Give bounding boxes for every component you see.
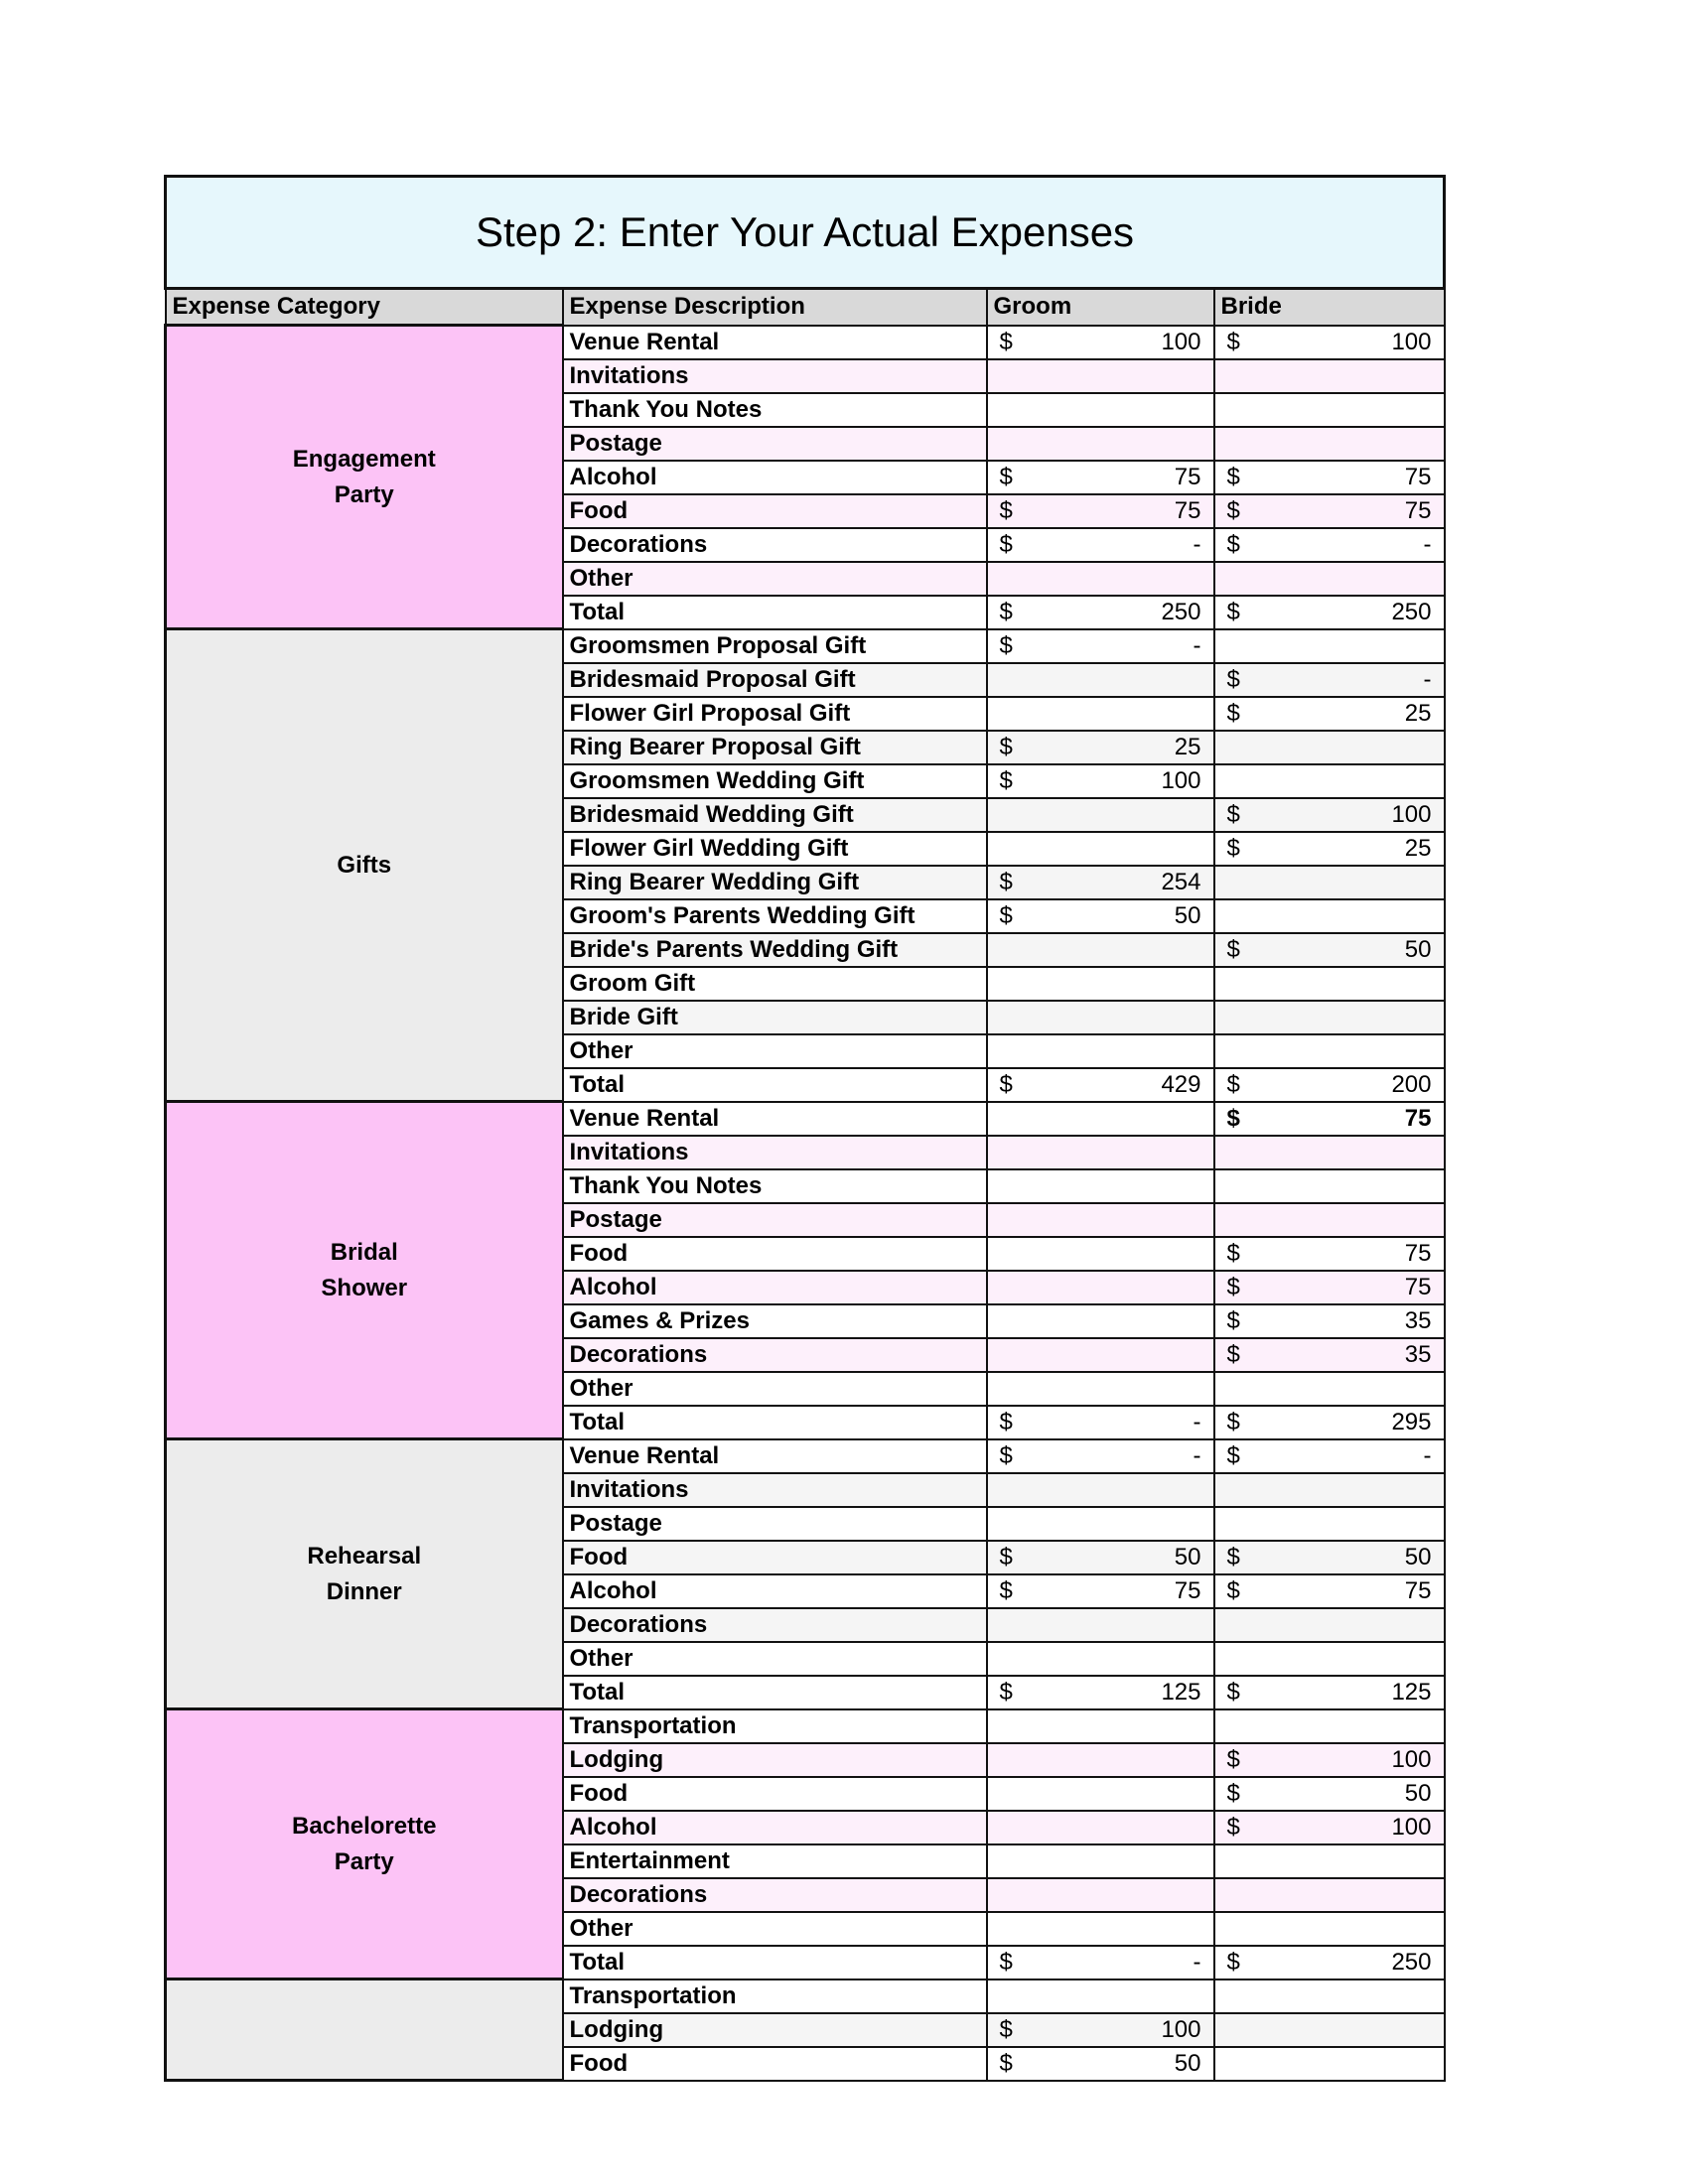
groom-amount: 75 [1174,496,1201,524]
dollar-sign: $ [1226,1543,1240,1570]
dollar-sign: $ [1226,1306,1240,1334]
bride-amount-cell[interactable] [1214,1169,1445,1203]
bride-amount-cell[interactable] [1214,1743,1445,1777]
groom-amount: - [1193,1948,1201,1976]
bride-amount: 100 [1391,800,1432,828]
bride-amount: - [1423,530,1432,558]
expense-description[interactable]: Thank You Notes [563,393,987,427]
groom-amount-cell[interactable] [987,933,1214,967]
bride-amount: 25 [1404,699,1432,727]
dollar-sign: $ [1226,598,1240,625]
groom-amount-cell[interactable] [987,494,1214,528]
bride-amount: 75 [1404,496,1432,524]
groom-amount-cell[interactable] [987,764,1214,798]
dollar-sign: $ [999,496,1013,524]
groom-amount-cell[interactable] [987,1237,1214,1271]
dollar-sign: $ [999,2049,1013,2077]
dollar-sign: $ [999,733,1013,760]
groom-amount-cell[interactable] [987,359,1214,393]
expense-description[interactable]: Bridesmaid Wedding Gift [563,798,987,832]
bride-amount: 100 [1391,1813,1432,1841]
groom-amount-cell[interactable] [987,1574,1214,1608]
bride-amount-cell[interactable] [1214,1608,1445,1642]
expense-description[interactable]: Food [563,1237,987,1271]
bride-amount-cell[interactable] [1214,1676,1445,1709]
expense-description[interactable]: Lodging [563,2013,987,2047]
bride-amount-cell[interactable] [1214,1507,1445,1541]
expense-description[interactable]: Ring Bearer Proposal Gift [563,731,987,764]
dollar-sign: $ [999,766,1013,794]
groom-amount: 100 [1161,328,1201,355]
header-expense-description: Expense Description [563,289,987,326]
dollar-sign: $ [999,901,1013,929]
groom-amount-cell[interactable] [987,427,1214,461]
groom-amount-cell[interactable] [987,697,1214,731]
expense-description[interactable]: Decorations [563,1608,987,1642]
expense-description[interactable]: Total [563,596,987,629]
groom-amount-cell[interactable] [987,1203,1214,1237]
bride-amount-cell[interactable] [1214,731,1445,764]
bride-amount-cell[interactable] [1214,1136,1445,1169]
groom-amount-cell[interactable] [987,1102,1214,1136]
bride-amount-cell[interactable] [1214,1034,1445,1068]
expense-description[interactable]: Transportation [563,1979,987,2013]
bride-amount-cell[interactable] [1214,1642,1445,1676]
dollar-sign: $ [999,1678,1013,1706]
groom-amount-cell[interactable] [987,528,1214,562]
expense-description[interactable]: Games & Prizes [563,1304,987,1338]
bride-amount-cell[interactable] [1214,1912,1445,1946]
expense-description[interactable]: Bride Gift [563,1001,987,1034]
expense-description[interactable]: Lodging [563,1743,987,1777]
dollar-sign: $ [999,2015,1013,2043]
expense-description[interactable]: Venue Rental [563,326,987,359]
bride-amount-cell[interactable] [1214,427,1445,461]
groom-amount-cell[interactable] [987,731,1214,764]
dollar-sign: $ [1226,1745,1240,1773]
groom-amount: 250 [1161,598,1201,625]
dollar-sign: $ [999,463,1013,490]
groom-amount-cell[interactable] [987,562,1214,596]
expense-description[interactable]: Alcohol [563,1811,987,1844]
expense-table [164,175,1446,2082]
groom-amount-cell[interactable] [987,1946,1214,1979]
expense-description[interactable]: Invitations [563,1136,987,1169]
expense-description[interactable]: Invitations [563,1473,987,1507]
bride-amount: 100 [1391,1745,1432,1773]
expense-category: Bachelorette Party [166,1709,563,1979]
groom-amount: 254 [1161,868,1201,895]
expense-category: Engagement Party [166,326,563,629]
bride-amount-cell[interactable] [1214,359,1445,393]
groom-amount-cell[interactable] [987,461,1214,494]
groom-amount: 100 [1161,766,1201,794]
expense-description[interactable]: Groom's Parents Wedding Gift [563,899,987,933]
bride-amount: 35 [1404,1340,1432,1368]
bride-amount-cell[interactable] [1214,494,1445,528]
groom-amount-cell[interactable] [987,1642,1214,1676]
groom-amount-cell[interactable] [987,1709,1214,1743]
dollar-sign: $ [1226,800,1240,828]
groom-amount-cell[interactable] [987,899,1214,933]
groom-amount-cell[interactable] [987,1811,1214,1844]
dollar-sign: $ [999,868,1013,895]
bride-amount-cell[interactable] [1214,1338,1445,1372]
groom-amount-cell[interactable] [987,1439,1214,1473]
bride-amount-cell[interactable] [1214,866,1445,899]
bride-amount-cell[interactable] [1214,1541,1445,1574]
header-row [166,289,1445,326]
expense-description[interactable]: Venue Rental [563,1102,987,1136]
bride-amount-cell[interactable] [1214,1068,1445,1102]
groom-amount: - [1193,530,1201,558]
dollar-sign: $ [999,530,1013,558]
bride-amount: 50 [1404,1779,1432,1807]
groom-amount-cell[interactable] [987,1878,1214,1912]
bride-amount: 75 [1404,463,1432,490]
dollar-sign: $ [1226,1948,1240,1976]
groom-amount-cell[interactable] [987,1034,1214,1068]
groom-amount-cell[interactable] [987,1777,1214,1811]
bride-amount-cell[interactable] [1214,1979,1445,2013]
groom-amount: - [1193,1408,1201,1435]
expense-description[interactable]: Postage [563,427,987,461]
dollar-sign: $ [999,1543,1013,1570]
bride-amount-cell[interactable] [1214,967,1445,1001]
groom-amount: 429 [1161,1070,1201,1098]
expense-description[interactable]: Total [563,1068,987,1102]
dollar-sign: $ [1226,1239,1240,1267]
expense-description[interactable]: Flower Girl Wedding Gift [563,832,987,866]
expense-category: Gifts [166,629,563,1102]
bride-amount-cell[interactable] [1214,461,1445,494]
groom-amount: 25 [1174,733,1201,760]
expense-description[interactable]: Decorations [563,528,987,562]
groom-amount-cell[interactable] [987,1304,1214,1338]
expense-description[interactable]: Other [563,1034,987,1068]
expense-description[interactable]: Ring Bearer Wedding Gift [563,866,987,899]
expense-description[interactable]: Groom Gift [563,967,987,1001]
expense-description[interactable]: Groomsmen Proposal Gift [563,629,987,663]
bride-amount: 250 [1391,1948,1432,1976]
dollar-sign: $ [1226,1340,1240,1368]
bride-amount-cell[interactable] [1214,933,1445,967]
dollar-sign: $ [1226,1104,1240,1132]
bride-amount-cell[interactable] [1214,798,1445,832]
bride-amount-cell[interactable] [1214,899,1445,933]
expense-description[interactable]: Invitations [563,359,987,393]
table-row [166,1979,1445,2013]
groom-amount: 125 [1161,1678,1201,1706]
expense-description[interactable]: Bride's Parents Wedding Gift [563,933,987,967]
bride-amount: 50 [1404,1543,1432,1570]
bride-amount-cell[interactable] [1214,1878,1445,1912]
groom-amount-cell[interactable] [987,663,1214,697]
groom-amount-cell[interactable] [987,1676,1214,1709]
expense-description[interactable]: Total [563,1676,987,1709]
bride-amount: 75 [1404,1576,1432,1604]
expense-description[interactable]: Food [563,1541,987,1574]
groom-amount: - [1193,1441,1201,1469]
groom-amount-cell[interactable] [987,866,1214,899]
bride-amount-cell[interactable] [1214,1237,1445,1271]
groom-amount-cell[interactable] [987,832,1214,866]
expense-description[interactable]: Other [563,1642,987,1676]
bride-amount-cell[interactable] [1214,1406,1445,1439]
bride-amount-cell[interactable] [1214,393,1445,427]
bride-amount: 250 [1391,598,1432,625]
groom-amount-cell[interactable] [987,1372,1214,1406]
bride-amount: 100 [1391,328,1432,355]
groom-amount-cell[interactable] [987,1001,1214,1034]
dollar-sign: $ [1226,935,1240,963]
expense-description[interactable]: Other [563,1912,987,1946]
bride-amount-cell[interactable] [1214,1844,1445,1878]
header-expense-category: Expense Category [166,289,563,326]
groom-amount-cell[interactable] [987,798,1214,832]
groom-amount-cell[interactable] [987,1338,1214,1372]
bride-amount-cell[interactable] [1214,326,1445,359]
bride-amount-cell[interactable] [1214,1001,1445,1034]
expense-description[interactable]: Food [563,494,987,528]
groom-amount: - [1193,631,1201,659]
groom-amount-cell[interactable] [987,1844,1214,1878]
bride-amount: 25 [1404,834,1432,862]
expense-description[interactable]: Total [563,1406,987,1439]
groom-amount-cell[interactable] [987,1473,1214,1507]
bride-amount-cell[interactable] [1214,1777,1445,1811]
expense-description[interactable]: Transportation [563,1709,987,1743]
groom-amount-cell[interactable] [987,393,1214,427]
groom-amount-cell[interactable] [987,1271,1214,1304]
table-row [166,1709,1445,1743]
bride-amount-cell[interactable] [1214,562,1445,596]
expense-description[interactable]: Decorations [563,1338,987,1372]
groom-amount-cell[interactable] [987,1406,1214,1439]
bride-amount: - [1423,665,1432,693]
bride-amount-cell[interactable] [1214,1709,1445,1743]
expense-description[interactable]: Decorations [563,1878,987,1912]
groom-amount-cell[interactable] [987,1541,1214,1574]
dollar-sign: $ [999,1441,1013,1469]
bride-amount: 35 [1404,1306,1432,1334]
groom-amount: 75 [1174,463,1201,490]
bride-amount-cell[interactable] [1214,1271,1445,1304]
dollar-sign: $ [1226,834,1240,862]
groom-amount: 100 [1161,2015,1201,2043]
dollar-sign: $ [1226,1408,1240,1435]
dollar-sign: $ [999,631,1013,659]
dollar-sign: $ [1226,1070,1240,1098]
dollar-sign: $ [1226,1678,1240,1706]
dollar-sign: $ [999,1408,1013,1435]
groom-amount-cell[interactable] [987,1068,1214,1102]
dollar-sign: $ [1226,1273,1240,1300]
expense-description[interactable]: Groomsmen Wedding Gift [563,764,987,798]
bride-amount: 75 [1404,1273,1432,1300]
expense-description[interactable]: Bridesmaid Proposal Gift [563,663,987,697]
bride-amount-cell[interactable] [1214,2047,1445,2081]
expense-category: Rehearsal Dinner [166,1439,563,1709]
groom-amount-cell[interactable] [987,1507,1214,1541]
table-row [166,1439,1445,1473]
expense-description[interactable]: Flower Girl Proposal Gift [563,697,987,731]
expense-description[interactable]: Thank You Notes [563,1169,987,1203]
groom-amount-cell[interactable] [987,629,1214,663]
expense-category: Bridal Shower [166,1102,563,1439]
expense-description[interactable]: Postage [563,1203,987,1237]
expense-description[interactable]: Venue Rental [563,1439,987,1473]
dollar-sign: $ [1226,1779,1240,1807]
dollar-sign: $ [1226,1441,1240,1469]
dollar-sign: $ [1226,699,1240,727]
bride-amount-cell[interactable] [1214,1473,1445,1507]
expense-description[interactable]: Total [563,1946,987,1979]
bride-amount-cell[interactable] [1214,1304,1445,1338]
bride-amount-cell[interactable] [1214,1439,1445,1473]
groom-amount: 50 [1174,901,1201,929]
bride-amount: 50 [1404,935,1432,963]
table-row [166,326,1445,359]
dollar-sign: $ [1226,496,1240,524]
expense-description[interactable]: Other [563,1372,987,1406]
expense-description[interactable]: Alcohol [563,1574,987,1608]
bride-amount-cell[interactable] [1214,1574,1445,1608]
bride-amount-cell[interactable] [1214,629,1445,663]
dollar-sign: $ [999,328,1013,355]
groom-amount-cell[interactable] [987,1979,1214,2013]
groom-amount: 50 [1174,1543,1201,1570]
dollar-sign: $ [1226,1813,1240,1841]
groom-amount-cell[interactable] [987,2013,1214,2047]
groom-amount: 50 [1174,2049,1201,2077]
bride-amount-cell[interactable] [1214,1811,1445,1844]
bride-amount: 125 [1391,1678,1432,1706]
dollar-sign: $ [1226,463,1240,490]
expense-description[interactable]: Other [563,562,987,596]
dollar-sign: $ [999,1070,1013,1098]
bride-amount: 75 [1404,1239,1432,1267]
groom-amount-cell[interactable] [987,1608,1214,1642]
expense-description[interactable]: Food [563,1777,987,1811]
bride-amount-cell[interactable] [1214,764,1445,798]
bride-amount: 200 [1391,1070,1432,1098]
bride-amount-cell[interactable] [1214,1102,1445,1136]
bride-amount-cell[interactable] [1214,1203,1445,1237]
groom-amount-cell[interactable] [987,967,1214,1001]
groom-amount-cell[interactable] [987,1743,1214,1777]
bride-amount-cell[interactable] [1214,1946,1445,1979]
groom-amount-cell[interactable] [987,326,1214,359]
bride-amount: 75 [1404,1104,1432,1132]
bride-amount-cell[interactable] [1214,697,1445,731]
dollar-sign: $ [999,598,1013,625]
groom-amount-cell[interactable] [987,2047,1214,2081]
dollar-sign: $ [1226,328,1240,355]
groom-amount-cell[interactable] [987,1136,1214,1169]
page-title: Step 2: Enter Your Actual Expenses [166,177,1445,289]
bride-amount-cell[interactable] [1214,596,1445,629]
bride-amount-cell[interactable] [1214,832,1445,866]
table-row [166,629,1445,663]
dollar-sign: $ [1226,530,1240,558]
dollar-sign: $ [999,1948,1013,1976]
header-bride: Bride [1214,289,1445,326]
expense-category [166,1979,563,2081]
groom-amount-cell[interactable] [987,596,1214,629]
dollar-sign: $ [999,1576,1013,1604]
header-groom: Groom [987,289,1214,326]
expense-description[interactable]: Alcohol [563,1271,987,1304]
dollar-sign: $ [1226,665,1240,693]
bride-amount: 295 [1391,1408,1432,1435]
expense-description[interactable]: Postage [563,1507,987,1541]
groom-amount: 75 [1174,1576,1201,1604]
dollar-sign: $ [1226,1576,1240,1604]
bride-amount-cell[interactable] [1214,2013,1445,2047]
groom-amount-cell[interactable] [987,1169,1214,1203]
table-row [166,1102,1445,1136]
expense-description[interactable]: Entertainment [563,1844,987,1878]
expense-description[interactable]: Food [563,2047,987,2081]
bride-amount-cell[interactable] [1214,1372,1445,1406]
bride-amount-cell[interactable] [1214,528,1445,562]
bride-amount-cell[interactable] [1214,663,1445,697]
expense-description[interactable]: Alcohol [563,461,987,494]
bride-amount: - [1423,1441,1432,1469]
groom-amount-cell[interactable] [987,1912,1214,1946]
